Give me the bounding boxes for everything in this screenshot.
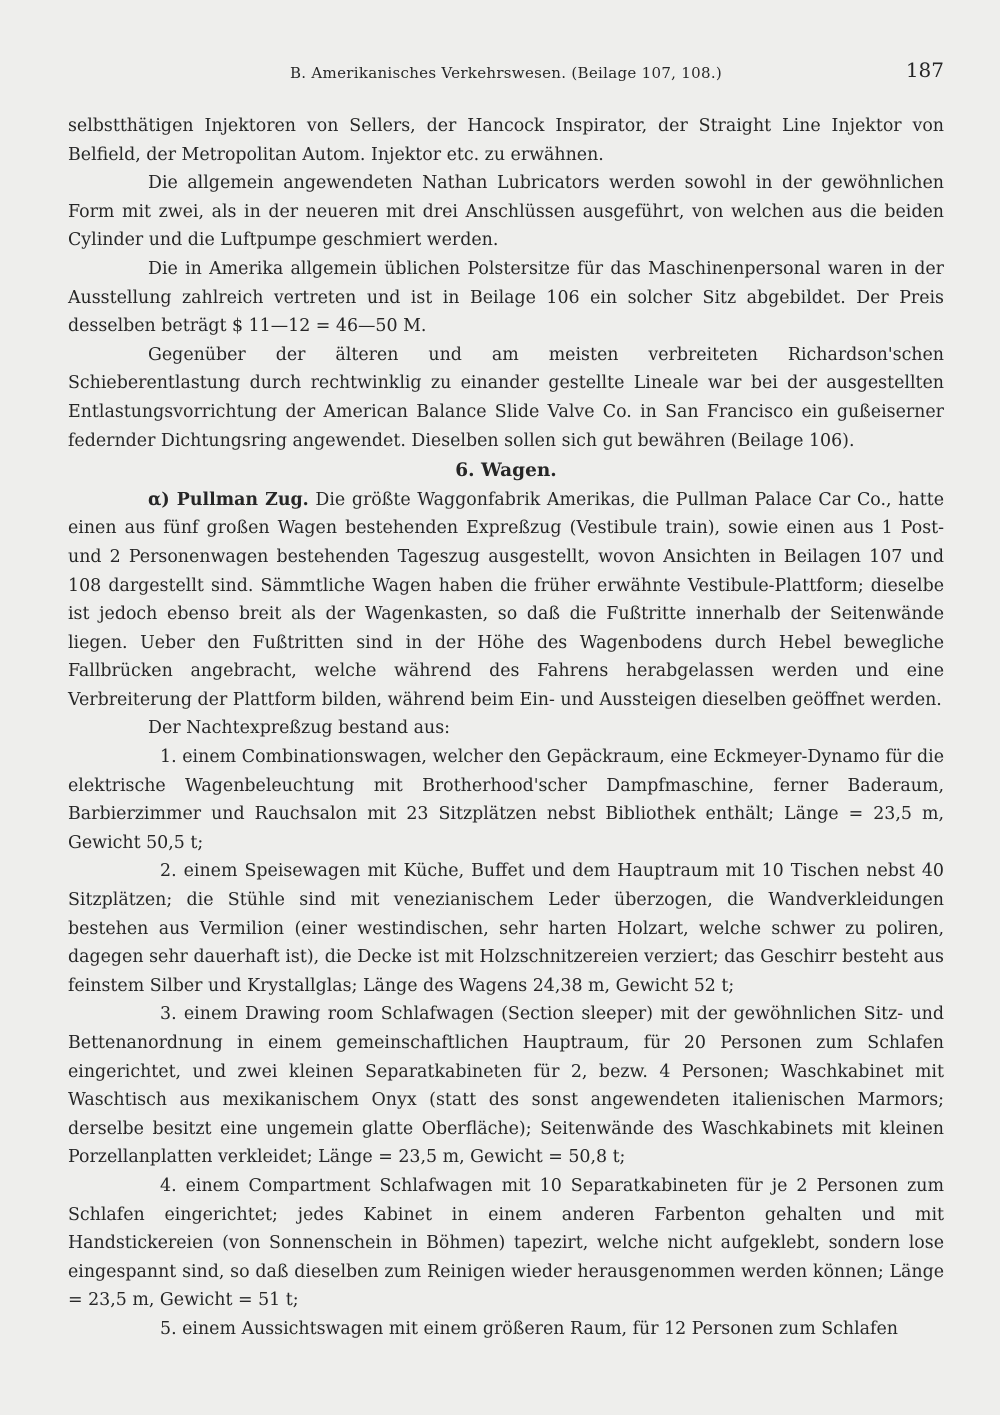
section-lead-text: Die größte Waggonfabrik Amerikas, die Pullman Palace Car Co., hatte einen aus fünf großen Wagen bestehenden Expreßzug (Vestibule train), sowie einen aus 1 Post- und 2 Personenwagen bestehenden Tageszug ausgestellt, wovon Ansichten in Beilagen 107 und 108 dargestellt sind. Sämmtliche Wagen haben die früher erwähnte Vestibule-Plattform; dieselbe ist jedoch ebenso breit als der Wagenkasten, so daß die Fußtritte innerhalb der Seitenwände liegen. Ueber den Fußtritten sind in der Höhe des Wagenbodens durch Hebel bewegliche Fallbrücken angebracht, welche während des Fahrens herabgelassen werden und eine Verbreiterung der Plattform bilden, während beim Ein- und Aussteigen dieselben geöffnet werden. xyxy=(68,489,944,710)
paragraph-valve: Gegenüber der älteren und am meisten verbreiteten Richardson'schen Schieberentlastung durch rechtwinklig zu einander gestellte Lineale war bei der ausgestellten Entlastungsvorrichtung der American Balance Slide Valve Co. in San Francisco ein gußeiserner federnder Dichtungsring angewendet. Dieselben sollen sich gut bewähren (Beilage 106). xyxy=(68,344,944,451)
list-item-observation-car: 5. einem Aussichtswagen mit einem größeren Raum, für 12 Personen zum Schlafen xyxy=(160,1318,898,1339)
paragraph-pullman xyxy=(68,486,944,715)
paragraph-injectors: selbstthätigen Injektoren von Sellers, der Hancock Inspirator, der Straight Line Injektor von Belfield, der Metropolitan Autom. Injektor etc. zu erwähnen. xyxy=(68,116,944,165)
paragraph-train-intro: Der Nachtexpreßzug bestand aus: xyxy=(148,718,450,739)
paragraph-lubricators: Die allgemein angewendeten Nathan Lubricators werden sowohl in der gewöhnlichen Form mit zwei, als in der neueren mit drei Anschlüssen ausgeführt, von welchen aus die beiden Cylinder und die Luftpumpe geschmiert werden. xyxy=(68,173,944,251)
section-lead-label: α) Pullman Zug. xyxy=(148,489,309,510)
page-number: 187 xyxy=(905,58,944,82)
running-head xyxy=(68,58,944,90)
running-head-title: B. Amerikanisches Verkehrswesen. (Beilage 107, 108.) xyxy=(289,64,723,82)
list-item-drawing-room-car: 3. einem Drawing room Schlafwagen (Section sleeper) mit der gewöhnlichen Sitz- und Bettenanordnung in einem gemeinschaftlichen Hauptraum, für 20 Personen zum Schlafen eingerichtet, und zwei kleinen Separatkabineten für 2, bezw. 4 Personen; Waschkabinet mit Waschtisch aus mexikanischem Onyx (statt des sonst angewendeten italienischen Marmors; derselbe besitzt eine ungemein glatte Oberfläche); Seitenwände des Waschkabinets mit kleinen Porzellanplatten verkleidet; Länge = 23,5 m, Gewicht = 50,8 t; xyxy=(68,1004,944,1168)
list-item-combination-car: 1. einem Combinationswagen, welcher den Gepäckraum, eine Eckmeyer-Dynamo für die elektrische Wagenbeleuchtung mit Brotherhood'scher Dampfmaschine, ferner Baderaum, Barbierzimmer und Rauchsalon mit 23 Sitzplätzen nebst Bibliothek enthält; Länge = 23,5 m, Gewicht 50,5 t; xyxy=(68,747,944,853)
list-item-dining-car: 2. einem Speisewagen mit Küche, Buffet und dem Hauptraum mit 10 Tischen nebst 40 Sitzplätzen; die Stühle sind mit venezianischem Leder überzogen, die Wandverkleidungen bestehen aus Vermilion (einer westindischen, sehr harten Holzart, welche schwer zu poliren, dagegen sehr dauerhaft ist), die Decke ist mit Holzschnitzereien verziert; das Geschirr besteht aus feinstem Silber und Krystallglas; Länge des Wagens 24,38 m, Gewicht 52 t; xyxy=(68,861,944,996)
body-text xyxy=(68,112,944,1344)
paragraph-seats: Die in Amerika allgemein üblichen Polstersitze für das Maschinenpersonal waren in der Ausstellung zahlreich vertreten und ist in Beilage 106 ein solcher Sitz abgebildet. Der Preis desselben beträgt $ 11—12 = 46—50 M. xyxy=(68,258,944,337)
section-heading: 6. Wagen. xyxy=(455,460,557,482)
list-item-compartment-car: 4. einem Compartment Schlafwagen mit 10 Separatkabineten für je 2 Personen zum Schlafen eingerichtet; jedes Kabinet in einem anderen Farbenton gehalten und mit Handstickereien (von Sonnenschein in Böhmen) tapezirt, welche nicht aufgeklebt, sondern lose eingespannt sind, so daß dieselben zum Reinigen wieder herausgenommen werden können; Länge = 23,5 m, Gewicht = 51 t; xyxy=(68,1175,944,1311)
